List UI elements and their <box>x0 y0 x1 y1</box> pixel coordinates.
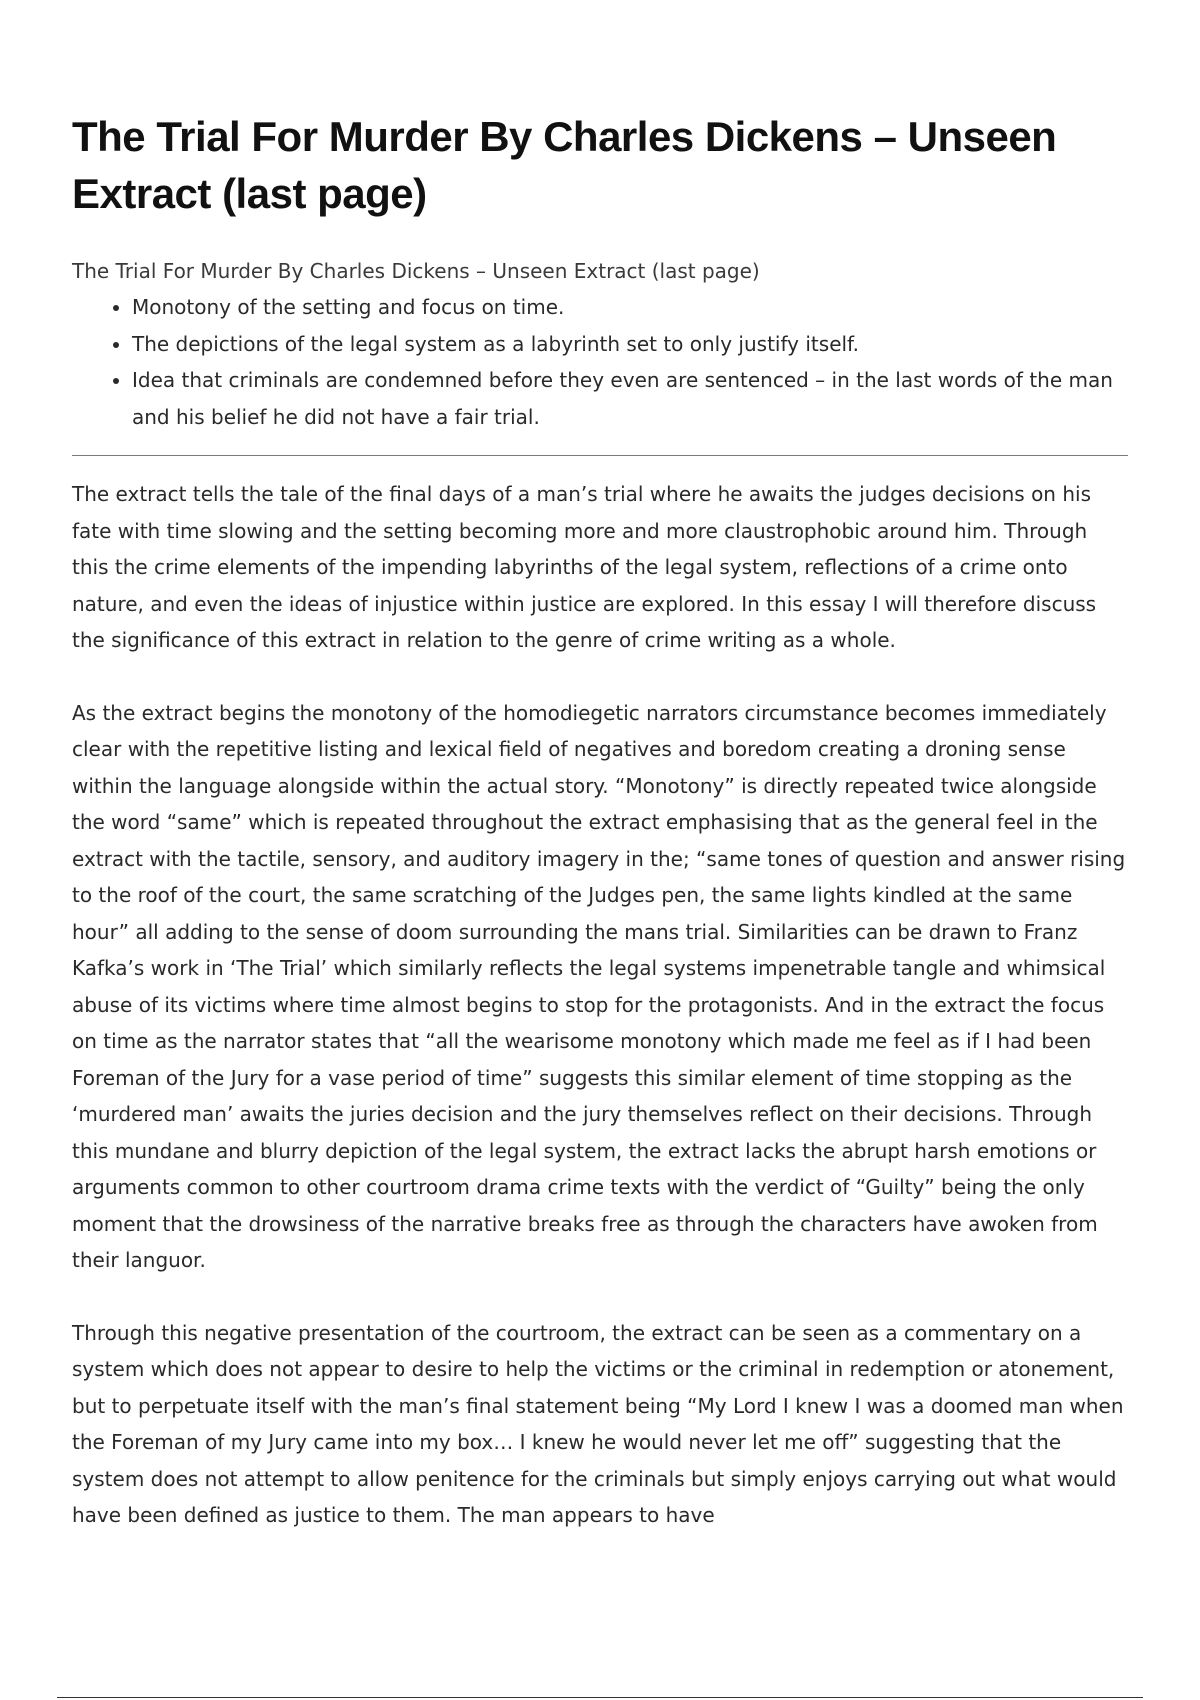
paragraph-courtroom: Through this negative presentation of the courtroom, the extract can be seen as a commentary on a system which does not appear to desire to help the victims or the criminal in redemption or atonement, but to perpetuate itself with the man’s final statement being “My Lord I knew I was a doomed man when the Foreman of my Jury came into my box… I knew he would never let me off” suggesting that the system does not attempt to allow penitence for the criminals but simply enjoys carrying out what would have been defined as justice to them. The man appears to have <box>72 1320 1124 1527</box>
paragraph-monotony: As the extract begins the monotony of the homodiegetic narrators circumstance becomes immediately clear with the repetitive listing and lexical field of negatives and boredom creating a droning sense within the language alongside within the actual story. “Monotony” is directly repeated twice alongside the word “same” which is repeated throughout the extract emphasising that as the general feel in the extract with the tactile, sensory, and auditory imagery in the; “same tones of question and answer rising to the roof of the court, the same scratching of the Judges pen, the same lights kindled at the same hour” all adding to the sense of doom surrounding the mans trial. Similarities can be drawn to Franz Kafka’s work in ‘The Trial’ which similarly reflects the legal systems impenetrable tangle and whimsical abuse of its victims where time almost begins to stop for the protagonists. And in the extract the focus on time as the narrator states that “all the wearisome monotony which made me feel as if I had been Foreman of the Jury for a vase period of time” suggests this similar element of time stopping as the ‘murdered man’ awaits the juries decision and the jury themselves reflect on their decisions. Through this mundane and blurry depiction of the legal system, the extract lacks the abrupt harsh emotions or arguments common to other courtroom drama crime texts with the verdict of “Guilty” being the only moment that the drowsiness of the narrative breaks free as through the characters have awoken from their languor. <box>72 700 1126 1272</box>
page-title: The Trial For Murder By Charles Dickens – Unseen Extract (last page) <box>72 113 1057 217</box>
section-divider <box>72 455 1128 456</box>
paragraph-introduction: The extract tells the tale of the final days of a man’s trial where he awaits the judges decisions on his fate with time slowing and the setting becoming more and more claustrophobic around him. Through this the crime elements of the impending labyrinths of the legal system, reflections of a crime onto nature, and even the ideas of injustice within justice are explored. In this essay I will therefore discuss the significance of this extract in relation to the genre of crime writing as a whole. <box>72 482 1097 652</box>
summary-bullet-list <box>72 289 1128 435</box>
document-page <box>72 108 1128 1570</box>
footer-divider <box>57 1697 1143 1698</box>
summary-heading: The Trial For Murder By Charles Dickens – Unseen Extract (last page) <box>72 259 760 283</box>
summary-bullet-3: • Idea that criminals are condemned before they even are sentenced – in the last words of the man and his belief he did not have a fair trial. <box>132 362 1128 435</box>
summary-bullet-2: • The depictions of the legal system as a labyrinth set to only justify itself. <box>132 326 1128 363</box>
summary-bullet-1: • Monotony of the setting and focus on time. <box>132 289 1128 326</box>
